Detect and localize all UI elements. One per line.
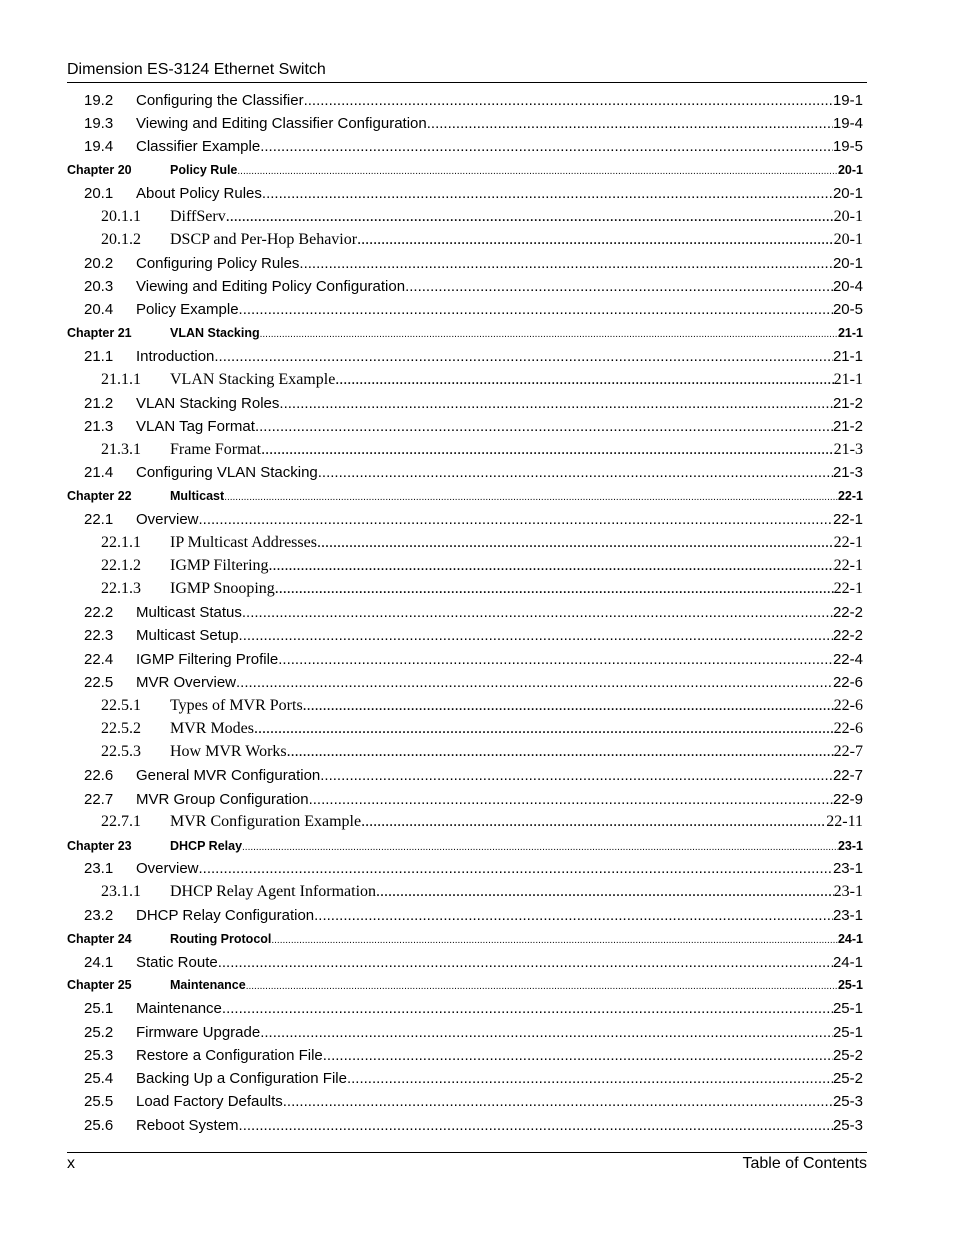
document-header-title: Dimension ES-3124 Ethernet Switch [67,61,326,78]
toc-leader-dots [357,231,834,249]
toc-subsection-entry[interactable] [0,718,954,741]
toc-subsection-entry[interactable] [0,368,954,391]
toc-section-entry[interactable] [0,508,954,531]
toc-entry-number: 20.3 [84,278,114,296]
toc-entry-body [136,278,863,295]
toc-entry-page: 21-1 [833,370,863,388]
toc-entry-page: 22-6 [833,720,863,738]
toc-leader-dots [304,92,833,109]
toc-entry-body [136,1024,863,1041]
toc-entry-body [170,839,863,853]
toc-entry-page: 25-1 [832,1000,863,1018]
toc-entry-body [136,767,863,784]
toc-entry-body [136,395,863,412]
toc-entry-body [136,604,863,621]
toc-entry-title: How MVR Works [170,743,287,761]
toc-entry-body [136,92,863,109]
toc-entry-page: 22-2 [832,627,863,645]
toc-leader-dots [278,651,833,668]
toc-entry-body [136,651,863,668]
toc-entry-page: 21-1 [837,326,863,341]
toc-entry-page: 22-4 [832,650,863,668]
toc-entry-title: Viewing and Editing Policy Configuration [136,278,406,296]
toc-entry-title: DHCP Relay Agent Information [170,883,377,901]
toc-entry-body [170,326,863,340]
toc-leader-dots [269,557,834,575]
toc-entry-page: 20-1 [833,230,863,248]
toc-entry-page: 22-9 [832,790,863,808]
toc-section-entry[interactable] [0,601,954,624]
toc-entry-page: 21-3 [833,440,863,458]
toc-entry-page: 20-1 [832,254,863,272]
toc-entry-body [170,208,863,226]
toc-entry-title: IGMP Filtering Profile [136,650,279,668]
toc-entry-body [170,534,863,552]
toc-entry-number: 21.4 [84,464,114,482]
toc-entry-number: Chapter 20 [67,163,132,178]
toc-entry-title: Overview [136,510,199,528]
toc-entry-title: Multicast [170,489,225,504]
toc-entry-title: VLAN Tag Format [136,417,255,435]
toc-entry-page: 19-5 [832,138,863,156]
toc-subsection-entry[interactable] [0,741,954,764]
toc-leader-dots [318,464,833,481]
toc-section-entry[interactable] [0,298,954,321]
toc-section-entry[interactable] [0,112,954,135]
toc-entry-title: MVR Group Configuration [136,790,309,808]
toc-entry-body [136,954,863,971]
toc-chapter-entry[interactable] [0,485,954,508]
toc-entry-title: Firmware Upgrade [136,1023,261,1041]
toc-entry-body [170,697,863,715]
toc-entry-page: 24-1 [832,953,863,971]
toc-section-entry[interactable] [0,1067,954,1090]
toc-entry-body [170,743,863,761]
toc-entry-title: VLAN Stacking Roles [136,394,280,412]
toc-entry-title: Viewing and Editing Classifier Configuration [136,114,427,132]
toc-subsection-entry[interactable] [0,438,954,461]
toc-entry-number: 21.3.1 [101,440,141,458]
toc-section-entry[interactable] [0,89,954,112]
header-divider [67,82,867,83]
toc-entry-number: 23.2 [84,907,114,925]
toc-entry-page: 21-3 [832,464,863,482]
toc-leader-dots [260,329,838,340]
toc-entry-number: 23.1 [84,860,114,878]
toc-entry-number: 25.5 [84,1093,114,1111]
toc-leader-dots [237,166,838,177]
toc-entry-page: 22-1 [833,580,863,598]
toc-entry-title: Static Route [136,953,218,971]
toc-entry-page: 25-1 [832,1023,863,1041]
toc-leader-dots [246,981,838,992]
toc-entry-body [136,1000,863,1017]
toc-leader-dots [335,371,833,389]
toc-entry-page: 22-6 [833,696,863,714]
toc-entry-page: 22-7 [833,743,863,761]
toc-leader-dots [317,534,834,552]
toc-entry-page: 25-2 [832,1046,863,1064]
toc-chapter-entry[interactable] [0,321,954,344]
toc-section-entry[interactable] [0,252,954,275]
toc-entry-title: Reboot System [136,1116,239,1134]
toc-entry-body [136,1047,863,1064]
toc-entry-number: 22.4 [84,650,114,668]
toc-entry-page: 20-1 [833,207,863,225]
toc-entry-title: IGMP Filtering [170,557,269,575]
toc-entry-number: 22.7.1 [101,813,141,831]
toc-entry-title: Overview [136,860,199,878]
toc-section-entry[interactable] [0,391,954,414]
toc-section-entry[interactable] [0,1020,954,1043]
toc-entry-body [136,185,863,202]
toc-entry-title: VLAN Stacking [170,326,260,341]
toc-leader-dots [299,255,833,272]
toc-entry-title: Maintenance [170,978,246,993]
toc-entry-page: 22-1 [832,510,863,528]
toc-section-entry[interactable] [0,182,954,205]
toc-entry-number: Chapter 22 [67,489,132,504]
toc-leader-dots [314,907,833,924]
toc-entry-number: 22.5 [84,674,114,692]
toc-entry-number: 21.3 [84,417,114,435]
toc-entry-page: 22-1 [837,489,863,504]
toc-leader-dots [242,842,838,853]
toc-entry-title: Types of MVR Ports [170,696,303,714]
toc-entry-body [136,511,863,528]
toc-leader-dots [309,791,833,808]
toc-entry-number: 22.1 [84,510,114,528]
toc-leader-dots [239,1117,833,1134]
toc-entry-body [136,138,863,155]
toc-entry-body [170,557,863,575]
toc-leader-dots [427,115,833,132]
toc-leader-dots [239,301,833,318]
toc-entry-number: 22.1.3 [101,580,141,598]
toc-entry-body [170,441,863,459]
toc-leader-dots [279,395,833,412]
toc-leader-dots [199,511,833,528]
toc-entry-number: Chapter 21 [67,326,132,341]
toc-entry-title: Policy Example [136,301,239,319]
toc-entry-number: 19.2 [84,91,114,109]
toc-leader-dots [199,860,833,877]
toc-leader-dots [303,697,834,715]
toc-section-entry[interactable] [0,950,954,973]
toc-entry-title: MVR Modes [170,720,255,738]
toc-entry-title: Configuring Policy Rules [136,254,300,272]
toc-section-entry[interactable] [0,787,954,810]
toc-entry-title: IGMP Snooping [170,580,275,598]
toc-leader-dots [260,1024,833,1041]
toc-section-entry[interactable] [0,624,954,647]
toc-leader-dots [260,138,833,155]
toc-entry-body [136,674,863,691]
toc-section-entry[interactable] [0,904,954,927]
toc-entry-number: 25.3 [84,1046,114,1064]
toc-leader-dots [242,604,833,621]
toc-entry-page: 21-1 [832,347,863,365]
toc-entry-body [170,883,863,901]
toc-entry-title: Configuring VLAN Stacking [136,464,318,482]
toc-subsection-entry[interactable] [0,554,954,577]
toc-leader-dots [222,1000,833,1017]
toc-section-entry[interactable] [0,764,954,787]
toc-entry-page: 19-4 [832,114,863,132]
toc-leader-dots [287,743,834,761]
toc-entry-title: DHCP Relay [170,838,243,853]
toc-entry-number: Chapter 24 [67,931,132,946]
toc-entry-number: 19.3 [84,114,114,132]
toc-entry-number: 22.1.1 [101,533,141,551]
toc-subsection-entry[interactable] [0,205,954,228]
toc-entry-number: 22.5.3 [101,743,141,761]
toc-entry-body [170,371,863,389]
toc-section-entry[interactable] [0,1044,954,1067]
toc-entry-page: 22-6 [832,674,863,692]
toc-leader-dots [361,813,826,831]
toc-entry-title: Load Factory Defaults [136,1093,283,1111]
toc-entry-number: 19.4 [84,138,114,156]
toc-entry-number: 21.1.1 [101,370,141,388]
toc-entry-number: 22.3 [84,627,114,645]
toc-entry-title: MVR Configuration Example [170,813,362,831]
toc-subsection-entry[interactable] [0,578,954,601]
toc-leader-dots [239,627,833,644]
toc-entry-page: 22-1 [833,533,863,551]
toc-entry-body [136,301,863,318]
toc-leader-dots [214,348,833,365]
toc-entry-number: 25.4 [84,1070,114,1088]
toc-entry-number: 24.1 [84,953,114,971]
toc-entry-title: DHCP Relay Configuration [136,907,315,925]
toc-section-entry[interactable] [0,1090,954,1113]
toc-subsection-entry[interactable] [0,694,954,717]
toc-entry-page: 20-4 [832,278,863,296]
toc-subsection-entry[interactable] [0,881,954,904]
toc-leader-dots [376,883,834,901]
toc-entry-title: Backing Up a Configuration File [136,1070,347,1088]
toc-leader-dots [254,720,834,738]
toc-leader-dots [323,1047,833,1064]
toc-subsection-entry[interactable] [0,811,954,834]
toc-entry-page: 25-2 [832,1070,863,1088]
toc-entry-number: 25.6 [84,1116,114,1134]
toc-entry-number: 21.2 [84,394,114,412]
toc-entry-title: Maintenance [136,1000,222,1018]
footer-divider [67,1152,867,1153]
toc-entry-page: 21-2 [832,394,863,412]
toc-entry-body [136,1093,863,1110]
toc-entry-title: Configuring the Classifier [136,91,304,109]
toc-entry-page: 25-3 [832,1093,863,1111]
toc-entry-title: Introduction [136,347,215,365]
toc-entry-title: Policy Rule [170,163,238,178]
toc-entry-number: 22.6 [84,767,114,785]
toc-entry-body [136,791,863,808]
toc-chapter-entry[interactable] [0,834,954,857]
toc-section-entry[interactable] [0,671,954,694]
toc-entry-page: 23-1 [837,838,863,853]
toc-entry-body [170,580,863,598]
toc-entry-title: VLAN Stacking Example [170,370,336,388]
toc-entry-body [136,464,863,481]
toc-entry-title: Routing Protocol [170,931,272,946]
toc-entry-page: 23-1 [832,860,863,878]
toc-entry-page: 20-1 [832,184,863,202]
toc-entry-title: DSCP and Per-Hop Behavior [170,230,358,248]
toc-section-entry[interactable] [0,461,954,484]
toc-entry-page: 21-2 [832,417,863,435]
toc-entry-page: 22-7 [832,767,863,785]
toc-leader-dots [262,185,833,202]
toc-section-entry[interactable] [0,345,954,368]
toc-entry-number: 23.1.1 [101,883,141,901]
toc-entry-title: DiffServ [170,207,226,225]
toc-leader-dots [224,492,838,503]
toc-entry-body [136,907,863,924]
toc-entry-body [136,115,863,132]
toc-chapter-entry[interactable] [0,158,954,181]
toc-entry-number: 25.1 [84,1000,114,1018]
toc-entry-body [136,348,863,365]
toc-entry-title: IP Multicast Addresses [170,533,317,551]
toc-entry-body [136,418,863,435]
footer-page-number: x [67,1155,75,1172]
toc-section-entry[interactable] [0,1114,954,1137]
toc-chapter-entry[interactable] [0,974,954,997]
toc-entry-page: 22-1 [833,557,863,575]
toc-entry-number: 22.5.2 [101,720,141,738]
toc-entry-body [170,932,863,946]
toc-entry-page: 22-2 [832,604,863,622]
toc-entry-body [170,489,863,503]
toc-entry-title: Classifier Example [136,138,261,156]
toc-entry-number: 20.1 [84,184,114,202]
toc-entry-page: 23-1 [832,907,863,925]
toc-leader-dots [405,278,833,295]
toc-section-entry[interactable] [0,997,954,1020]
toc-entry-number: Chapter 25 [67,978,132,993]
toc-entry-body [136,860,863,877]
toc-leader-dots [261,441,834,459]
toc-section-entry[interactable] [0,135,954,158]
toc-entry-body [170,163,863,177]
toc-entry-body [170,231,863,249]
toc-entry-number: 22.7 [84,790,114,808]
toc-entry-body [136,255,863,272]
toc-entry-page: 22-11 [826,813,863,831]
toc-entry-number: Chapter 23 [67,838,132,853]
toc-entry-title: General MVR Configuration [136,767,321,785]
toc-entry-body [136,1117,863,1134]
toc-entry-number: 22.1.2 [101,557,141,575]
toc-entry-number: 22.2 [84,604,114,622]
toc-entry-body [136,627,863,644]
toc-entry-number: 20.4 [84,301,114,319]
toc-leader-dots [271,935,838,946]
toc-leader-dots [283,1093,833,1110]
toc-entry-number: 20.1.1 [101,207,141,225]
toc-entry-title: MVR Overview [136,674,237,692]
toc-entry-title: Frame Format [170,440,262,458]
footer-section-label: Table of Contents [742,1155,867,1172]
toc-entry-title: Multicast Setup [136,627,239,645]
toc-entry-number: 21.1 [84,347,114,365]
toc-entry-body [170,813,863,831]
toc-entry-title: Restore a Configuration File [136,1046,323,1064]
toc-subsection-entry[interactable] [0,531,954,554]
toc-entry-number: 22.5.1 [101,696,141,714]
toc-section-entry[interactable] [0,415,954,438]
toc-section-entry[interactable] [0,275,954,298]
toc-entry-number: 20.2 [84,254,114,272]
toc-entry-page: 24-1 [837,931,863,946]
toc-entry-page: 25-3 [832,1116,863,1134]
toc-entry-title: Multicast Status [136,604,242,622]
toc-section-entry[interactable] [0,857,954,880]
toc-subsection-entry[interactable] [0,228,954,251]
table-of-contents [0,89,954,1137]
toc-entry-number: 25.2 [84,1023,114,1041]
toc-entry-number: 20.1.2 [101,230,141,248]
toc-leader-dots [226,208,834,226]
toc-leader-dots [320,767,833,784]
toc-entry-page: 25-1 [837,978,863,993]
toc-entry-body [136,1070,863,1087]
toc-section-entry[interactable] [0,648,954,671]
toc-entry-body [170,720,863,738]
toc-entry-title: About Policy Rules [136,184,262,202]
toc-entry-page: 23-1 [833,883,863,901]
toc-leader-dots [275,580,834,598]
toc-leader-dots [218,954,833,971]
toc-leader-dots [255,418,833,435]
toc-entry-page: 20-5 [832,301,863,319]
toc-entry-page: 20-1 [837,163,863,178]
toc-leader-dots [347,1070,833,1087]
toc-entry-page: 19-1 [832,91,863,109]
toc-leader-dots [236,674,833,691]
toc-entry-body [170,978,863,992]
toc-chapter-entry[interactable] [0,927,954,950]
